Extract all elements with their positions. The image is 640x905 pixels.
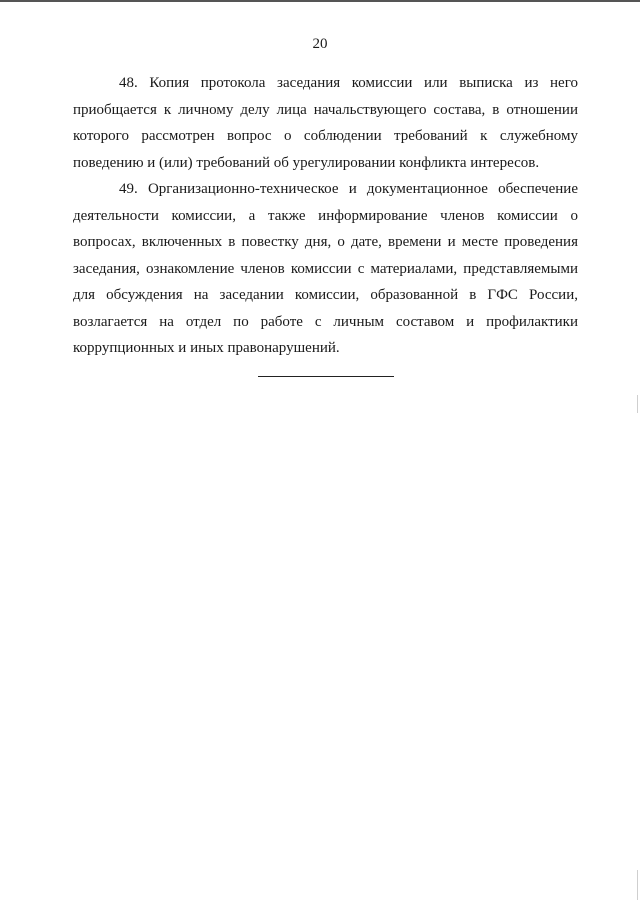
- page-number: 20: [312, 36, 328, 52]
- scan-artifact: [637, 395, 638, 413]
- page-top-edge: [0, 0, 640, 2]
- paragraph-49: 49. Организационно-техническое и документационное обеспечение деятельности комиссии, а также информирование членов комиссии о вопросах, включенных в повестку дня, о дате, времени и месте проведения заседания, ознакомление членов комиссии с материалами, представляемыми для обсуждения на заседании комиссии, образованной в ГФС России, возлагается на отдел по работе с личным составом и профилактики коррупционных и иных правонарушений.: [73, 181, 578, 356]
- scan-artifact: [637, 870, 638, 900]
- document-body: [73, 70, 578, 362]
- paragraph-48: 48. Копия протокола заседания комиссии или выписка из него приобщается к личному делу лица начальствующего состава, в отношении которого рассмотрен вопрос о соблюдении требований к служебному поведению и (или) требований об урегулировании конфликта интересов.: [73, 75, 578, 171]
- end-separator-line: [258, 376, 394, 377]
